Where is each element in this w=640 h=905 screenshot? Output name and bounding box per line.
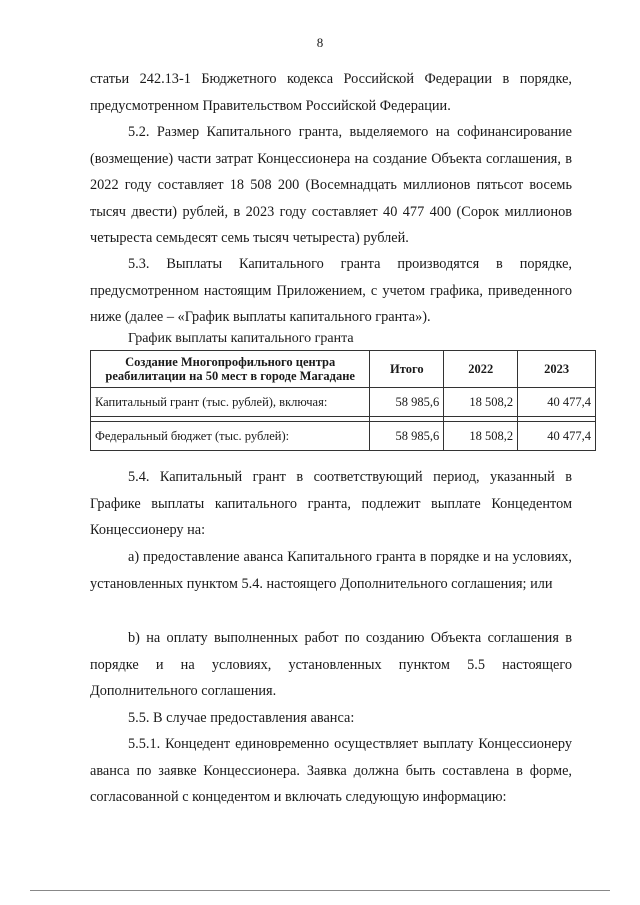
page-bottom-rule bbox=[30, 890, 610, 891]
row-label: Капитальный грант (тыс. рублей), включая: bbox=[91, 388, 370, 417]
row-total: 58 985,6 bbox=[370, 388, 444, 417]
paragraph-5-2: 5.2. Размер Капитального гранта, выделяемого на софинансирование (возмещение) части затрат Концессионера на создание Объекта соглашения, в 2022 году составляет 18 508 200 (Восемнадцать миллионов пятьсот восемь тысяч двести) рублей, в 2023 году составляет 40 477 400 (Сорок миллионов четыреста семьдесят семь тысяч четыреста) рублей. bbox=[90, 124, 572, 246]
paragraph-item-a: а) предоставление аванса Капитального гранта в порядке и на условиях, установленных пунктом 5.4. настоящего Дополнительного соглашения; или bbox=[90, 549, 572, 592]
table-header-row bbox=[91, 351, 596, 388]
table-row bbox=[91, 388, 596, 417]
header-2023: 2023 bbox=[518, 351, 596, 388]
row-label: Федеральный бюджет (тыс. рублей): bbox=[91, 422, 370, 451]
paragraph-5-3: 5.3. Выплаты Капитального гранта производятся в порядке, предусмотренном настоящим Приложением, с учетом графика, приведенного ниже (далее – «График выплаты капитального гранта»). bbox=[90, 256, 572, 325]
header-project: Создание Многопрофильного центра реабилитации на 50 мест в городе Магадане bbox=[91, 351, 370, 388]
header-2022: 2022 bbox=[444, 351, 518, 388]
paragraph-continuation: статьи 242.13-1 Бюджетного кодекса Российской Федерации в порядке, предусмотренном Правительством Российской Федерации. bbox=[90, 71, 572, 114]
table-row bbox=[91, 422, 596, 451]
row-2023: 40 477,4 bbox=[518, 422, 596, 451]
paragraph-5-5-1: 5.5.1. Концедент единовременно осуществляет выплату Концессионеру аванса по заявке Концессионера. Заявка должна быть составлена в форме, согласованной с концедентом и включать следующую информацию: bbox=[90, 736, 572, 805]
paragraph-5-5: 5.5. В случае предоставления аванса: bbox=[128, 710, 355, 726]
paragraph-item-b: b) на оплату выполненных работ по созданию Объекта соглашения в порядке и на условиях, установленных пунктом 5.5 настоящего Дополнительного соглашения. bbox=[90, 630, 572, 699]
header-total: Итого bbox=[370, 351, 444, 388]
row-total: 58 985,6 bbox=[370, 422, 444, 451]
row-2022: 18 508,2 bbox=[444, 422, 518, 451]
row-2022: 18 508,2 bbox=[444, 388, 518, 417]
grant-schedule-table bbox=[90, 350, 596, 451]
paragraph-5-4: 5.4. Капитальный грант в соответствующий период, указанный в Графике выплаты капитального гранта, подлежит выплате Концедентом Концессионеру на: bbox=[90, 469, 572, 538]
page-number: 8 bbox=[316, 35, 324, 50]
row-2023: 40 477,4 bbox=[518, 388, 596, 417]
table-caption: График выплаты капитального гранта bbox=[128, 331, 354, 346]
